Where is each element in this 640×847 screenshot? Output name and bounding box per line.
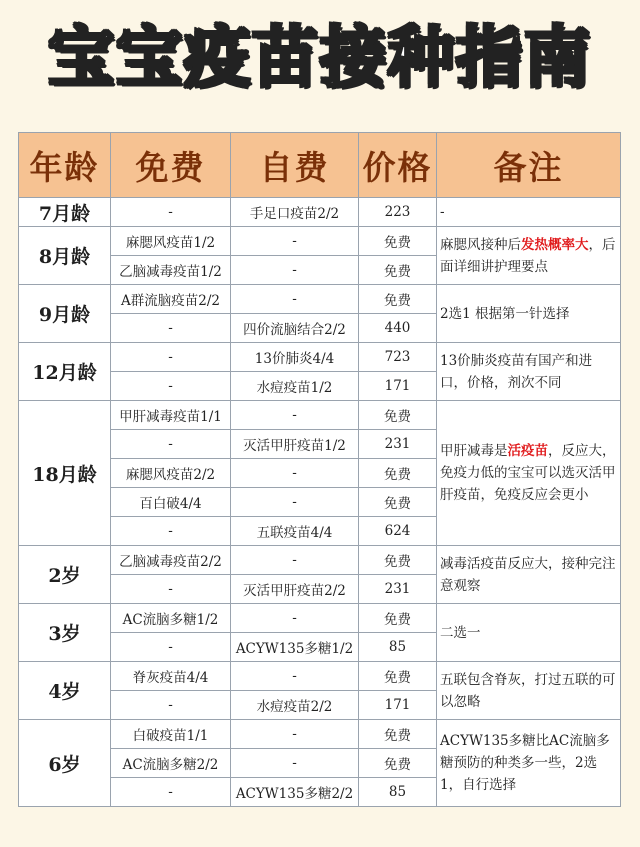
free-vaccine-cell: 白破疫苗1/1 (111, 720, 231, 749)
free-vaccine-cell: - (111, 343, 231, 372)
note-cell: 五联包含脊灰，打过五联的可以忽略 (437, 662, 621, 720)
table-row (19, 285, 621, 314)
table-header-row (19, 133, 621, 198)
vaccine-schedule-table (18, 132, 621, 807)
price-cell: 171 (359, 691, 437, 720)
paid-vaccine-cell: - (231, 459, 359, 488)
note-text: 麻腮风接种后 (440, 236, 521, 253)
header-price: 价格 (359, 133, 437, 198)
free-vaccine-cell: - (111, 691, 231, 720)
price-cell: 223 (359, 198, 437, 227)
free-vaccine-cell: - (111, 517, 231, 546)
price-cell: 免费 (359, 256, 437, 285)
price-cell: 免费 (359, 488, 437, 517)
age-cell: 2岁 (19, 546, 111, 604)
paid-vaccine-cell: ACYW135多糖2/2 (231, 778, 359, 807)
page-title: 宝宝疫苗接种指南 (48, 19, 592, 96)
note-cell: ACYW135多糖比AC流脑多糖预防的种类多一些，2选1，自行选择 (437, 720, 621, 807)
free-vaccine-cell: 脊灰疫苗4/4 (111, 662, 231, 691)
age-cell: 6岁 (19, 720, 111, 807)
price-cell: 85 (359, 778, 437, 807)
age-cell: 3岁 (19, 604, 111, 662)
price-cell: 624 (359, 517, 437, 546)
free-vaccine-cell: - (111, 198, 231, 227)
price-cell: 231 (359, 575, 437, 604)
free-vaccine-cell: - (111, 314, 231, 343)
note-text: 甲肝减毒是 (440, 443, 508, 459)
free-vaccine-cell: - (111, 430, 231, 459)
price-cell: 723 (359, 343, 437, 372)
price-cell: 免费 (359, 285, 437, 314)
paid-vaccine-cell: 水痘疫苗1/2 (231, 372, 359, 401)
paid-vaccine-cell: - (231, 720, 359, 749)
free-vaccine-cell: - (111, 372, 231, 401)
table-row (19, 227, 621, 256)
price-cell: 免费 (359, 604, 437, 633)
note-cell: 二选一 (437, 604, 621, 662)
price-cell: 免费 (359, 720, 437, 749)
table-row (19, 546, 621, 575)
header-note: 备注 (437, 133, 621, 198)
paid-vaccine-cell: - (231, 546, 359, 575)
note-cell: - (437, 198, 621, 227)
paid-vaccine-cell: - (231, 285, 359, 314)
paid-vaccine-cell: 灭活甲肝疫苗1/2 (231, 430, 359, 459)
price-cell: 440 (359, 314, 437, 343)
price-cell: 免费 (359, 662, 437, 691)
free-vaccine-cell: - (111, 633, 231, 662)
free-vaccine-cell: - (111, 778, 231, 807)
table-row (19, 604, 621, 633)
price-cell: 免费 (359, 459, 437, 488)
paid-vaccine-cell: 手足口疫苗2/2 (231, 198, 359, 227)
paid-vaccine-cell: - (231, 256, 359, 285)
header-paid: 自费 (231, 133, 359, 198)
paid-vaccine-cell: - (231, 749, 359, 778)
note-cell: 减毒活疫苗反应大，接种完注意观察 (437, 546, 621, 604)
table-row (19, 401, 621, 430)
note-cell (437, 401, 621, 546)
free-vaccine-cell: - (111, 575, 231, 604)
free-vaccine-cell: AC流脑多糖2/2 (111, 749, 231, 778)
price-cell: 231 (359, 430, 437, 459)
age-cell: 7月龄 (19, 198, 111, 227)
note-cell: 2选1 根据第一针选择 (437, 285, 621, 343)
free-vaccine-cell: 百白破4/4 (111, 488, 231, 517)
age-cell: 12月龄 (19, 343, 111, 401)
paid-vaccine-cell: 13价肺炎4/4 (231, 343, 359, 372)
table-row (19, 720, 621, 749)
note-highlight: 发热概率大 (521, 236, 589, 253)
table-row (19, 198, 621, 227)
paid-vaccine-cell: ACYW135多糖1/2 (231, 633, 359, 662)
header-age: 年龄 (19, 133, 111, 198)
price-cell: 171 (359, 372, 437, 401)
paid-vaccine-cell: - (231, 227, 359, 256)
free-vaccine-cell: 乙脑减毒疫苗1/2 (111, 256, 231, 285)
price-cell: 85 (359, 633, 437, 662)
price-cell: 免费 (359, 401, 437, 430)
free-vaccine-cell: 麻腮风疫苗2/2 (111, 459, 231, 488)
note-text: ，后面详细讲护理要点 (440, 236, 616, 275)
paid-vaccine-cell: 四价流脑结合2/2 (231, 314, 359, 343)
free-vaccine-cell: 乙脑减毒疫苗2/2 (111, 546, 231, 575)
free-vaccine-cell: 甲肝减毒疫苗1/1 (111, 401, 231, 430)
paid-vaccine-cell: 灭活甲肝疫苗2/2 (231, 575, 359, 604)
paid-vaccine-cell: 五联疫苗4/4 (231, 517, 359, 546)
age-cell: 8月龄 (19, 227, 111, 285)
age-cell: 18月龄 (19, 401, 111, 546)
table-row (19, 343, 621, 372)
paid-vaccine-cell: - (231, 604, 359, 633)
note-highlight: 活疫苗 (507, 443, 548, 459)
price-cell: 免费 (359, 227, 437, 256)
paid-vaccine-cell: - (231, 662, 359, 691)
age-cell: 9月龄 (19, 285, 111, 343)
price-cell: 免费 (359, 749, 437, 778)
header-free: 免费 (111, 133, 231, 198)
note-cell: 13价肺炎疫苗有国产和进口，价格，剂次不同 (437, 343, 621, 401)
free-vaccine-cell: 麻腮风疫苗1/2 (111, 227, 231, 256)
paid-vaccine-cell: - (231, 488, 359, 517)
note-cell (437, 227, 621, 285)
age-cell: 4岁 (19, 662, 111, 720)
free-vaccine-cell: AC流脑多糖1/2 (111, 604, 231, 633)
note-text: ，反应大，免疫力低的宝宝可以选灭活甲肝疫苗，免疫反应会更小 (440, 443, 616, 503)
price-cell: 免费 (359, 546, 437, 575)
paid-vaccine-cell: 水痘疫苗2/2 (231, 691, 359, 720)
table-row (19, 662, 621, 691)
free-vaccine-cell: A群流脑疫苗2/2 (111, 285, 231, 314)
paid-vaccine-cell: - (231, 401, 359, 430)
